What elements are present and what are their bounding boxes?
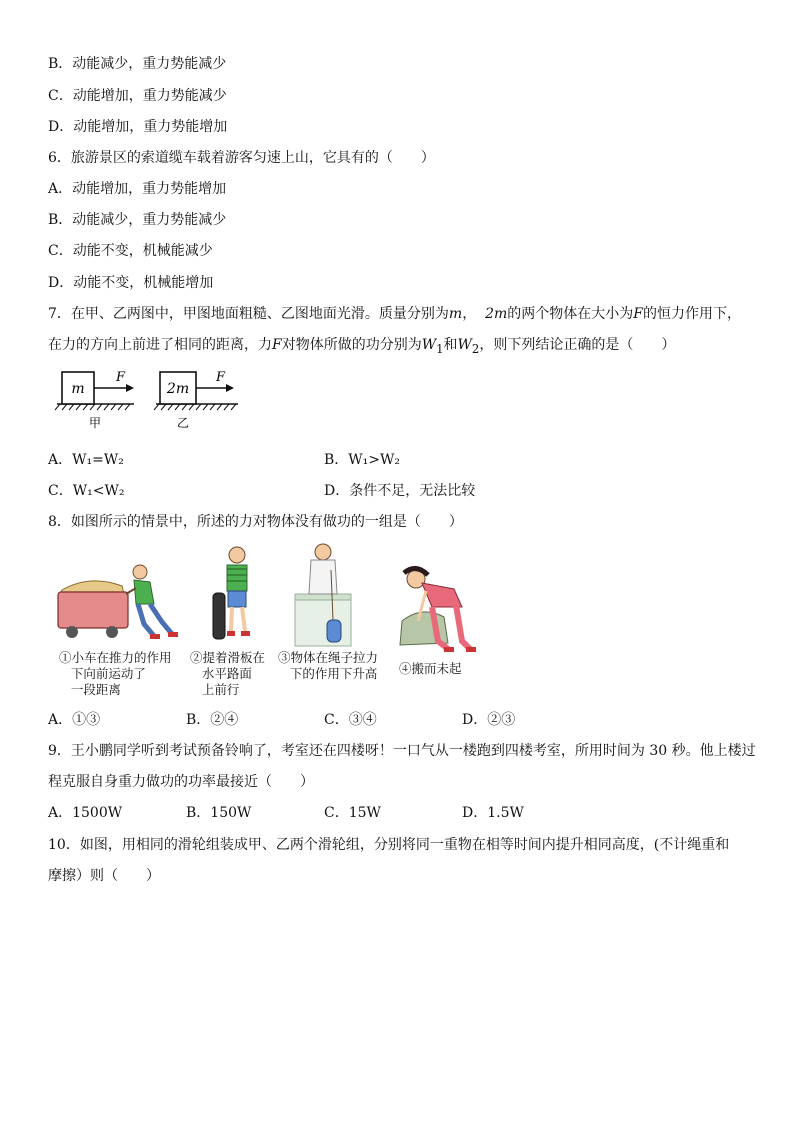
q9-option-a: A．1500W bbox=[48, 805, 123, 821]
q6-option-a: A．动能增加，重力势能增加 bbox=[48, 181, 227, 197]
q9-stem-line1: 9．王小鹏同学听到考试预备铃响了，考室还在四楼呀！一口气从一楼跑到四楼考室，所用时间为 30 秒。他上楼过 bbox=[48, 743, 756, 759]
q5-option-d: D．动能增加，重力势能增加 bbox=[48, 119, 228, 135]
q6-option-d: D．动能不变，机械能增加 bbox=[48, 275, 214, 291]
q7-stem-line2: 在力的方向上前进了相同的距离，力F对物体所做的功分别为$W_1$和$W_2$，则下列结论正确的是（ ） bbox=[48, 337, 676, 356]
q7-caption-yi: 乙 bbox=[176, 416, 190, 430]
q7-option-c: C．W₁<W₂ bbox=[48, 483, 125, 499]
q10-stem-line2: 摩擦）则（ ） bbox=[48, 868, 160, 884]
q8-option-b: B．②④ bbox=[186, 712, 239, 728]
q7-caption-jia: 甲 bbox=[88, 416, 102, 430]
q7-option-d: D．条件不足，无法比较 bbox=[324, 483, 476, 499]
q6-option-b: B．动能减少，重力势能减少 bbox=[48, 212, 227, 228]
q8-option-c: C．③④ bbox=[324, 712, 377, 728]
q7-force-label-2: F bbox=[216, 370, 226, 385]
q5-option-c: C．动能增加，重力势能减少 bbox=[48, 88, 227, 104]
q9-option-b: B．150W bbox=[186, 805, 252, 821]
q9-option-d: D．1.5W bbox=[462, 805, 524, 821]
q8-figure-cart bbox=[50, 552, 182, 644]
q8-option-a: A．①③ bbox=[48, 712, 101, 728]
q9-stem-line2: 程克服自身重力做功的功率最接近（ ） bbox=[48, 774, 314, 790]
q6-stem: 6．旅游景区的索道缆车载着游客匀速上山，它具有的（ ） bbox=[48, 150, 435, 166]
q5-option-b: B．动能减少，重力势能减少 bbox=[48, 56, 227, 72]
q7-box-2m-label: 2m bbox=[166, 381, 190, 397]
q7-force-label-1: F bbox=[116, 370, 126, 385]
q8-figure-lift bbox=[392, 563, 482, 655]
q6-option-c: C．动能不变，机械能减少 bbox=[48, 243, 213, 259]
q8-caption-4: ④搬而未起 bbox=[399, 661, 462, 676]
q7-figure bbox=[52, 366, 252, 432]
q10-stem-line1: 10．如图，用相同的滑轮组装成甲、乙两个滑轮组，分别将同一重物在相等时间内提升相同高度，(不计绳重和 bbox=[48, 837, 730, 853]
q8-figure-rope bbox=[291, 540, 357, 648]
q8-option-d: D．②③ bbox=[462, 712, 516, 728]
q8-caption-2: ②提着滑板在 水平路面 上前行 bbox=[190, 650, 266, 697]
q8-figure-skateboard bbox=[205, 545, 265, 645]
q8-stem: 8．如图所示的情景中，所述的力对物体没有做功的一组是（ ） bbox=[48, 514, 463, 530]
q7-box-m-label: m bbox=[71, 381, 85, 397]
q7-stem-line1: 7．在甲、乙两图中，甲图地面粗糙、乙图地面光滑。质量分别为m， 2m的两个物体在大小为F的恒力作用下， bbox=[48, 306, 741, 322]
q8-caption-1: ①小车在推力的作用 下向前运动了 一段距离 bbox=[59, 650, 172, 697]
q8-caption-3: ③物体在绳子拉力 下的作用下升高 bbox=[278, 650, 379, 681]
q9-option-c: C．15W bbox=[324, 805, 381, 821]
q7-option-b: B．W₁>W₂ bbox=[324, 452, 401, 468]
q7-option-a: A．W₁=W₂ bbox=[48, 452, 124, 468]
